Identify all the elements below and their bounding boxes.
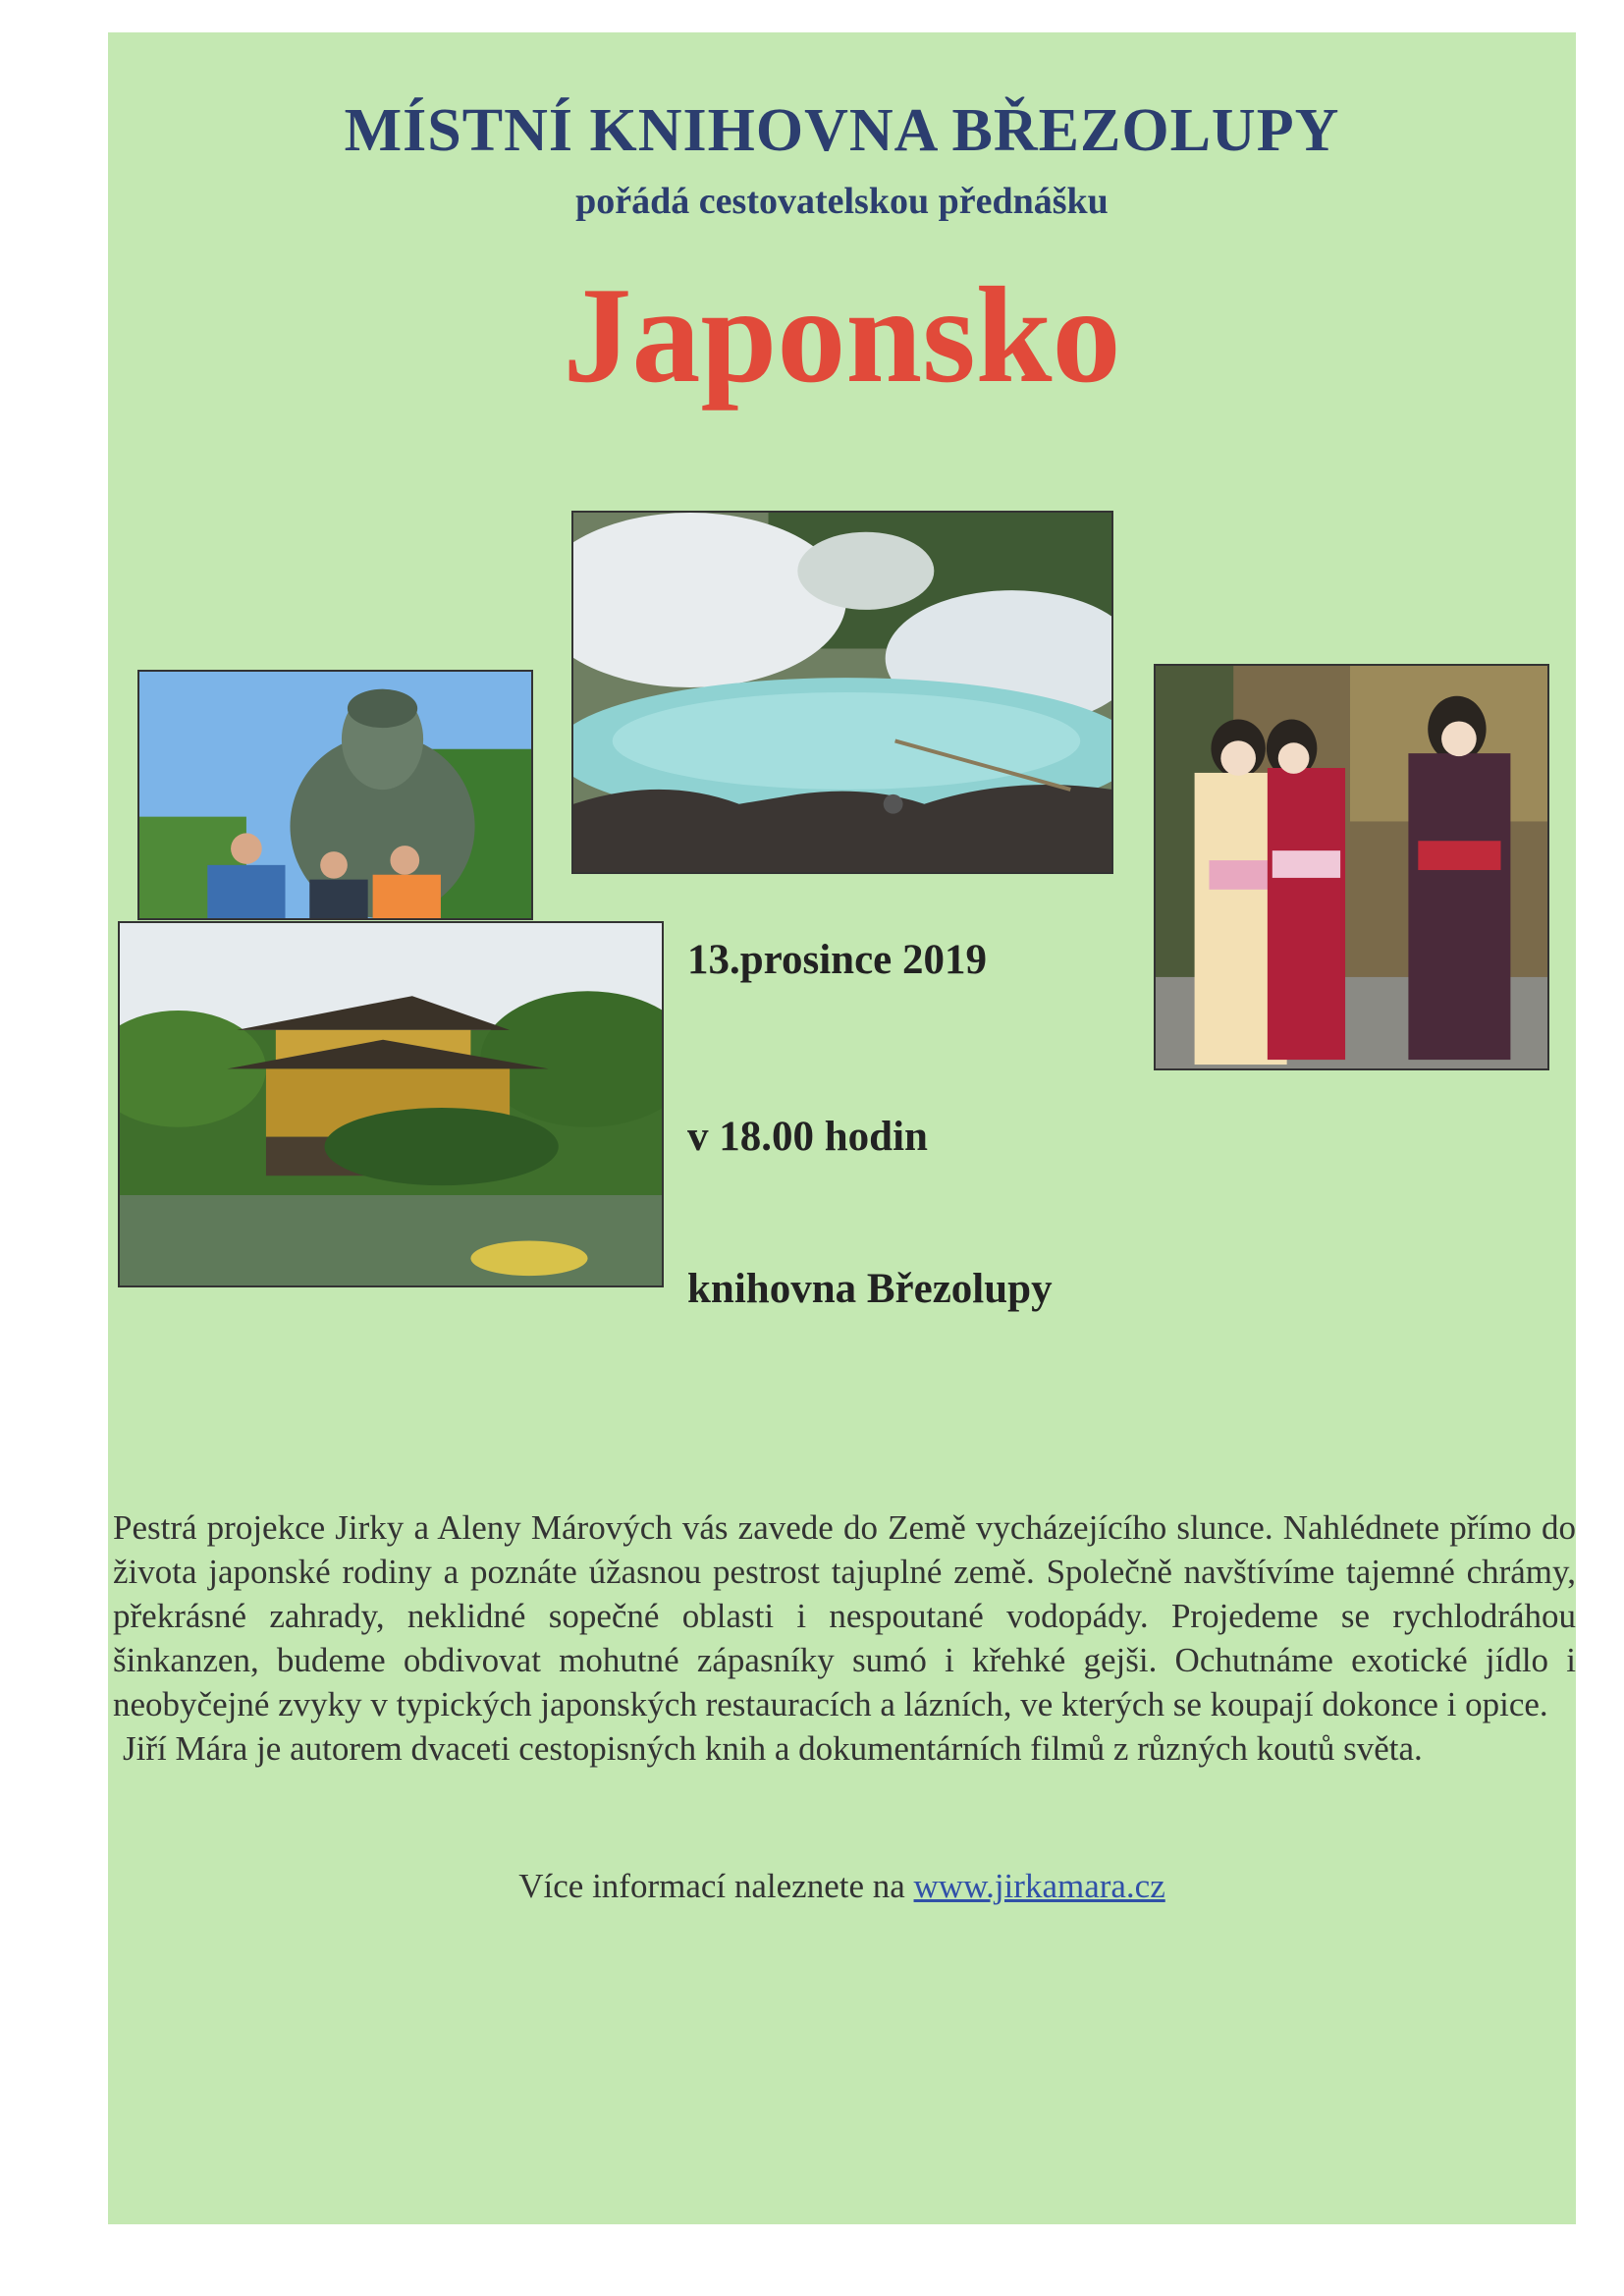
- photo-kimono-women: [1154, 664, 1549, 1070]
- more-info: [108, 1867, 1576, 1906]
- event-title: Japonsko: [563, 259, 1121, 411]
- photo-golden-pavilion: [118, 921, 664, 1287]
- poster: [108, 32, 1576, 2224]
- photo-great-buddha: [137, 670, 533, 920]
- website-link[interactable]: www.jirkamara.cz: [913, 1867, 1165, 1905]
- description-paragraph: Pestrá projekce Jirky a Aleny Márových vás zavede do Země vycházejícího slunce. Nahlédnete přímo do života japonské rodiny a poznáte úžasnou pestrost tajuplné země. Společně navštívíme tajemné chrámy, překrásné zahrady, neklidné sopečné oblasti i nespoutané vodopády. Projedeme se rychlodráhou šinkanzen, budeme obdivovat mohutné zápasníky sumó i křehké gejši. Ochutnáme exotické jídlo i neobyčejné zvyky v typických japonských restauracích a lázních, ve kterých se koupají dokonce i opice.: [113, 1508, 1576, 1723]
- event-date: 13.prosince 2019: [687, 937, 987, 983]
- event-place: knihovna Březolupy: [687, 1266, 1053, 1312]
- photo-hot-spring: [571, 511, 1113, 874]
- author-note: Jiří Mára je autorem dvaceti cestopisných knih a dokumentárních filmů z různých koutů světa.: [123, 1729, 1423, 1768]
- event-time: v 18.00 hodin: [687, 1114, 928, 1160]
- subtitle: pořádá cestovatelskou přednášku: [575, 181, 1109, 222]
- organizer-heading: MÍSTNÍ KNIHOVNA BŘEZOLUPY: [344, 97, 1340, 164]
- description: [113, 1505, 1576, 1771]
- more-info-label: Více informací naleznete na: [518, 1867, 905, 1905]
